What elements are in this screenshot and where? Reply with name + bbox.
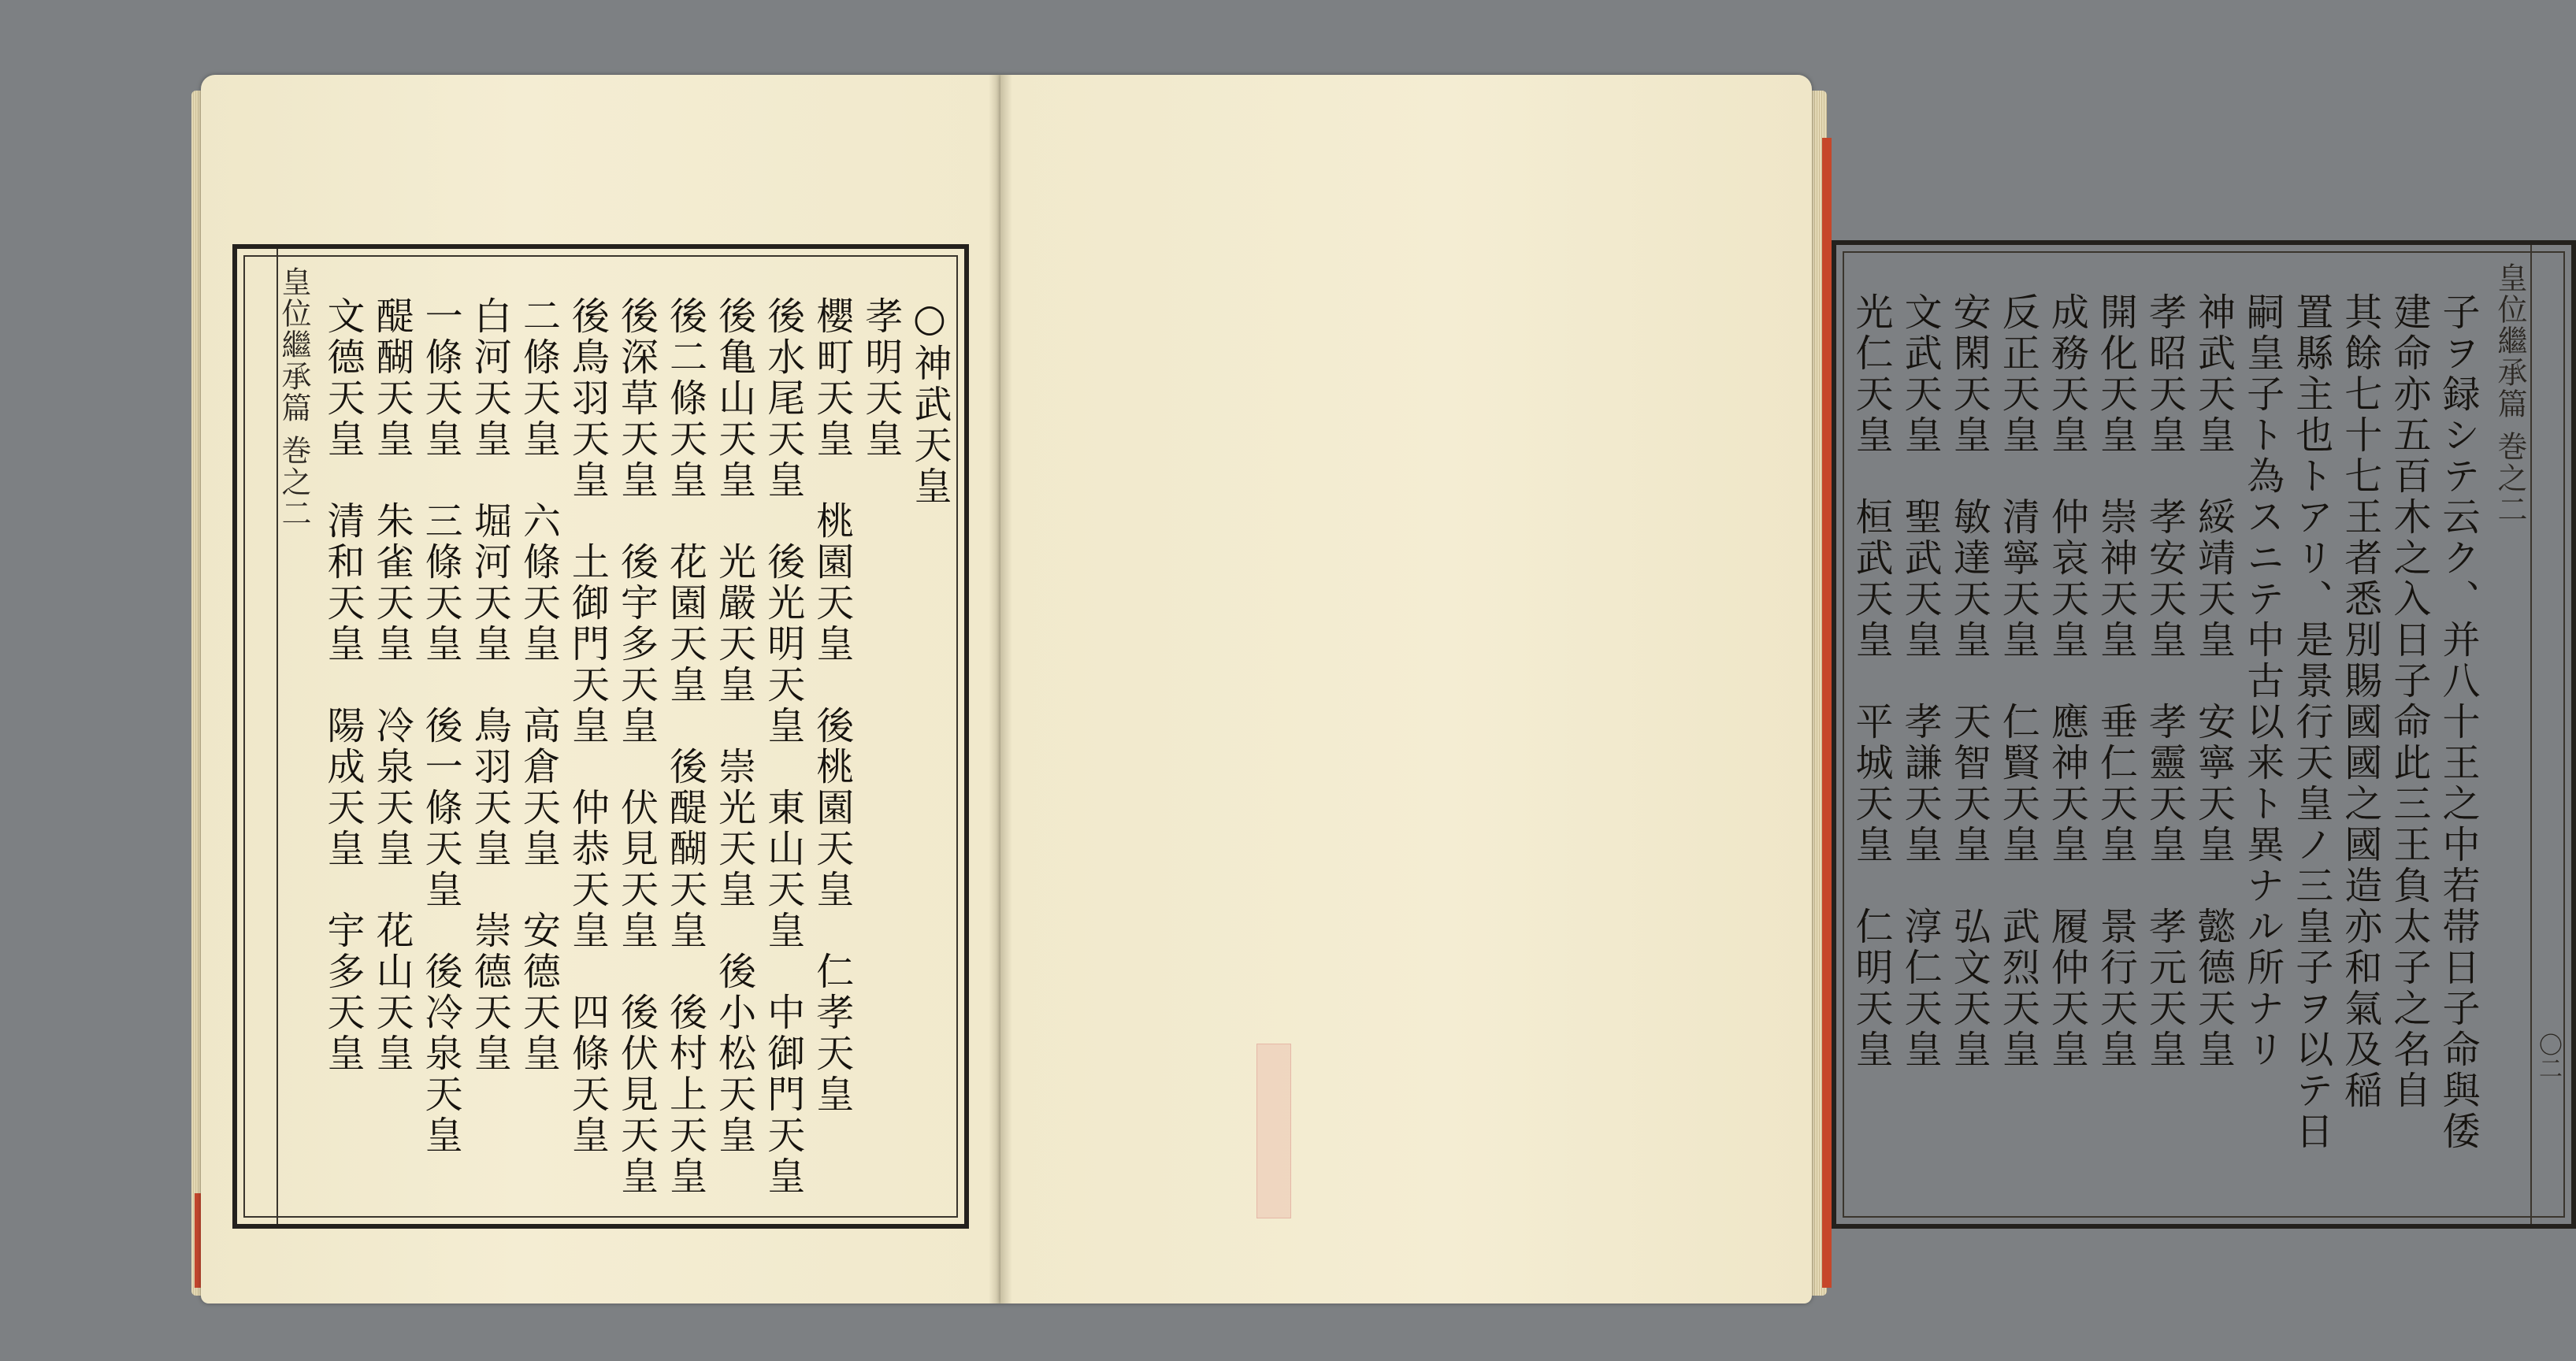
left-column: 孝明天皇 <box>858 296 903 460</box>
right-page <box>1000 75 2562 1304</box>
right-column: 置縣主也トアリ、是景行天皇ノ三皇子ヲ以テ日 <box>2288 292 2333 1152</box>
left-column: 後水尾天皇 後光明天皇 東山天皇 中御門天皇 <box>760 296 805 1197</box>
book-gutter <box>989 75 1012 1304</box>
right-column: 安閑天皇 敏達天皇 天智天皇 弘文天皇 <box>1947 292 1991 1070</box>
red-edge-right <box>1822 138 1832 1288</box>
right-column: 成務天皇 仲哀天皇 應神天皇 履仲天皇 <box>2044 292 2089 1070</box>
right-page-frame <box>1832 240 2576 1229</box>
left-column: 文德天皇 清和天皇 陽成天皇 宇多天皇 <box>321 296 365 1074</box>
right-column: 光仁天皇 桓武天皇 平城天皇 仁明天皇 <box>1849 292 1893 1070</box>
right-text-columns <box>1849 245 2480 1224</box>
right-column: 開化天皇 崇神天皇 垂仁天皇 景行天皇 <box>2093 292 2138 1070</box>
seal-stamp <box>1256 1044 1291 1218</box>
left-page <box>201 75 1000 1304</box>
left-column: 後鳥羽天皇 土御門天皇 仲恭天皇 四條天皇 <box>565 296 610 1156</box>
left-column: 後二條天皇 花園天皇 後醍醐天皇 後村上天皇 <box>663 296 707 1197</box>
left-column: ○神武天皇 <box>907 296 952 507</box>
right-column: 神武天皇 綏靖天皇 安寧天皇 懿德天皇 <box>2191 292 2236 1070</box>
right-column: 其餘七十七王者悉別賜國國之國造亦和氣及稲 <box>2337 292 2382 1111</box>
right-column: 建命亦五百木之入日子命此三王負太子之名自 <box>2386 292 2431 1111</box>
left-running-title: 皇位繼承篇 巻之二 <box>277 266 311 530</box>
right-column: 嗣皇子ト為スニテ中古以来ト異ナル所ナリ <box>2240 292 2285 1070</box>
left-column: 一條天皇 三條天皇 後一條天皇 後冷泉天皇 <box>418 296 463 1156</box>
left-column: 後亀山天皇 光嚴天皇 崇光天皇 後小松天皇 <box>711 296 756 1156</box>
open-book <box>201 75 2562 1304</box>
left-column: 二條天皇 六條天皇 高倉天皇 安德天皇 <box>516 296 561 1074</box>
right-column: 反正天皇 清寧天皇 仁賢天皇 武烈天皇 <box>1995 292 2040 1070</box>
left-text-columns <box>321 249 952 1224</box>
right-column: 孝昭天皇 孝安天皇 孝靈天皇 孝元天皇 <box>2142 292 2187 1070</box>
left-column: 櫻町天皇 桃園天皇 後桃園天皇 仁孝天皇 <box>809 296 854 1115</box>
page-number: 〇二 <box>2534 1033 2562 1080</box>
right-column: 文武天皇 聖武天皇 孝謙天皇 淳仁天皇 <box>1898 292 1943 1070</box>
left-column: 醍醐天皇 朱雀天皇 冷泉天皇 花山天皇 <box>369 296 414 1074</box>
right-column: 子ヲ録シテ云ク、并八十王之中若帯日子命與倭 <box>2435 292 2480 1152</box>
left-page-frame <box>232 244 969 1229</box>
left-column: 白河天皇 堀河天皇 鳥羽天皇 崇德天皇 <box>467 296 512 1074</box>
right-running-title: 皇位繼承篇 巻之二 <box>2492 262 2527 526</box>
left-column: 後深草天皇 後宇多天皇 伏見天皇 後伏見天皇 <box>614 296 659 1197</box>
